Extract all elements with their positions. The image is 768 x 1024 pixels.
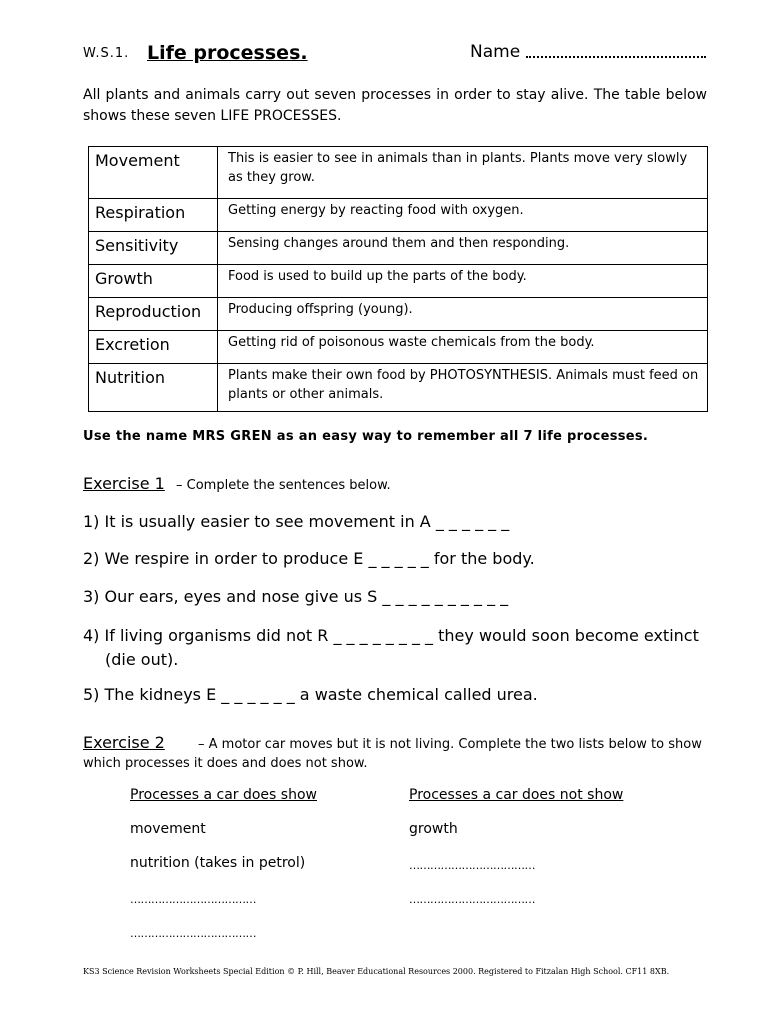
name-field-line[interactable] <box>526 56 706 58</box>
page-title: Life processes. <box>147 42 308 64</box>
answer-blank[interactable]: ……………………………… <box>409 859 535 872</box>
question-4 <box>83 624 723 672</box>
question-5: 5) The kidneys E _ _ _ _ _ _ a waste chemical called urea. <box>83 685 538 704</box>
answer-blank[interactable]: ……………………………… <box>130 927 256 940</box>
answer-blank[interactable]: ……………………………… <box>409 893 535 906</box>
table-row <box>89 147 708 199</box>
process-name: Growth <box>89 265 218 298</box>
life-processes-table <box>88 146 708 412</box>
process-name: Respiration <box>89 199 218 232</box>
process-description: This is easier to see in animals than in plants. Plants move very slowly as they grow. <box>218 147 708 199</box>
table-row <box>89 331 708 364</box>
exercise-1-heading: Exercise 1 <box>83 474 165 493</box>
process-description: Getting rid of poisonous waste chemicals from the body. <box>218 331 708 364</box>
process-name: Reproduction <box>89 298 218 331</box>
table-row <box>89 298 708 331</box>
mnemonic-note: Use the name MRS GREN as an easy way to remember all 7 life processes. <box>83 429 649 444</box>
process-description: Plants make their own food by PHOTOSYNTHESIS. Animals must feed on plants or other animals. <box>218 364 708 412</box>
footer-credit: KS3 Science Revision Worksheets Special Edition © P. Hill, Beaver Educational Resources 2000. Registered to Fitzalan High School. CF11 8XB. <box>83 967 670 976</box>
answer-blank[interactable]: ……………………………… <box>130 893 256 906</box>
exercise-2-heading: Exercise 2 <box>83 733 165 752</box>
exercise-1-instruction: – Complete the sentences below. <box>176 478 391 493</box>
process-description: Getting energy by reacting food with oxygen. <box>218 199 708 232</box>
does-show-heading: Processes a car does show <box>130 787 317 803</box>
intro-paragraph: All plants and animals carry out seven processes in order to stay alive. The table below shows these seven LIFE PROCESSES. <box>83 87 707 124</box>
list-item: movement <box>130 821 206 837</box>
question-3: 3) Our ears, eyes and nose give us S _ _ _ _ _ _ _ _ _ _ <box>83 587 509 606</box>
list-item: growth <box>409 821 458 837</box>
process-name: Excretion <box>89 331 218 364</box>
process-description: Producing offspring (young). <box>218 298 708 331</box>
process-description: Food is used to build up the parts of the body. <box>218 265 708 298</box>
process-description: Sensing changes around them and then responding. <box>218 232 708 265</box>
table-row <box>89 265 708 298</box>
table-row <box>89 199 708 232</box>
worksheet-code: W.S.1. <box>83 46 130 61</box>
exercise-2-instruction: – A motor car moves but it is not living. Complete the two lists below to show which processes it does and does not show. <box>83 737 702 771</box>
list-item: nutrition (takes in petrol) <box>130 855 306 871</box>
table-row <box>89 232 708 265</box>
does-not-show-heading: Processes a car does not show <box>409 787 624 803</box>
question-1: 1) It is usually easier to see movement in A _ _ _ _ _ _ <box>83 512 510 531</box>
question-4-text: 4) If living organisms did not R _ _ _ _ _ _ _ _ they would soon become extinct (die out). <box>83 626 699 669</box>
process-name: Movement <box>89 147 218 199</box>
name-label: Name <box>470 42 521 62</box>
table-row <box>89 364 708 412</box>
process-name: Sensitivity <box>89 232 218 265</box>
question-2: 2) We respire in order to produce E _ _ _ _ _ for the body. <box>83 549 535 568</box>
process-name: Nutrition <box>89 364 218 412</box>
